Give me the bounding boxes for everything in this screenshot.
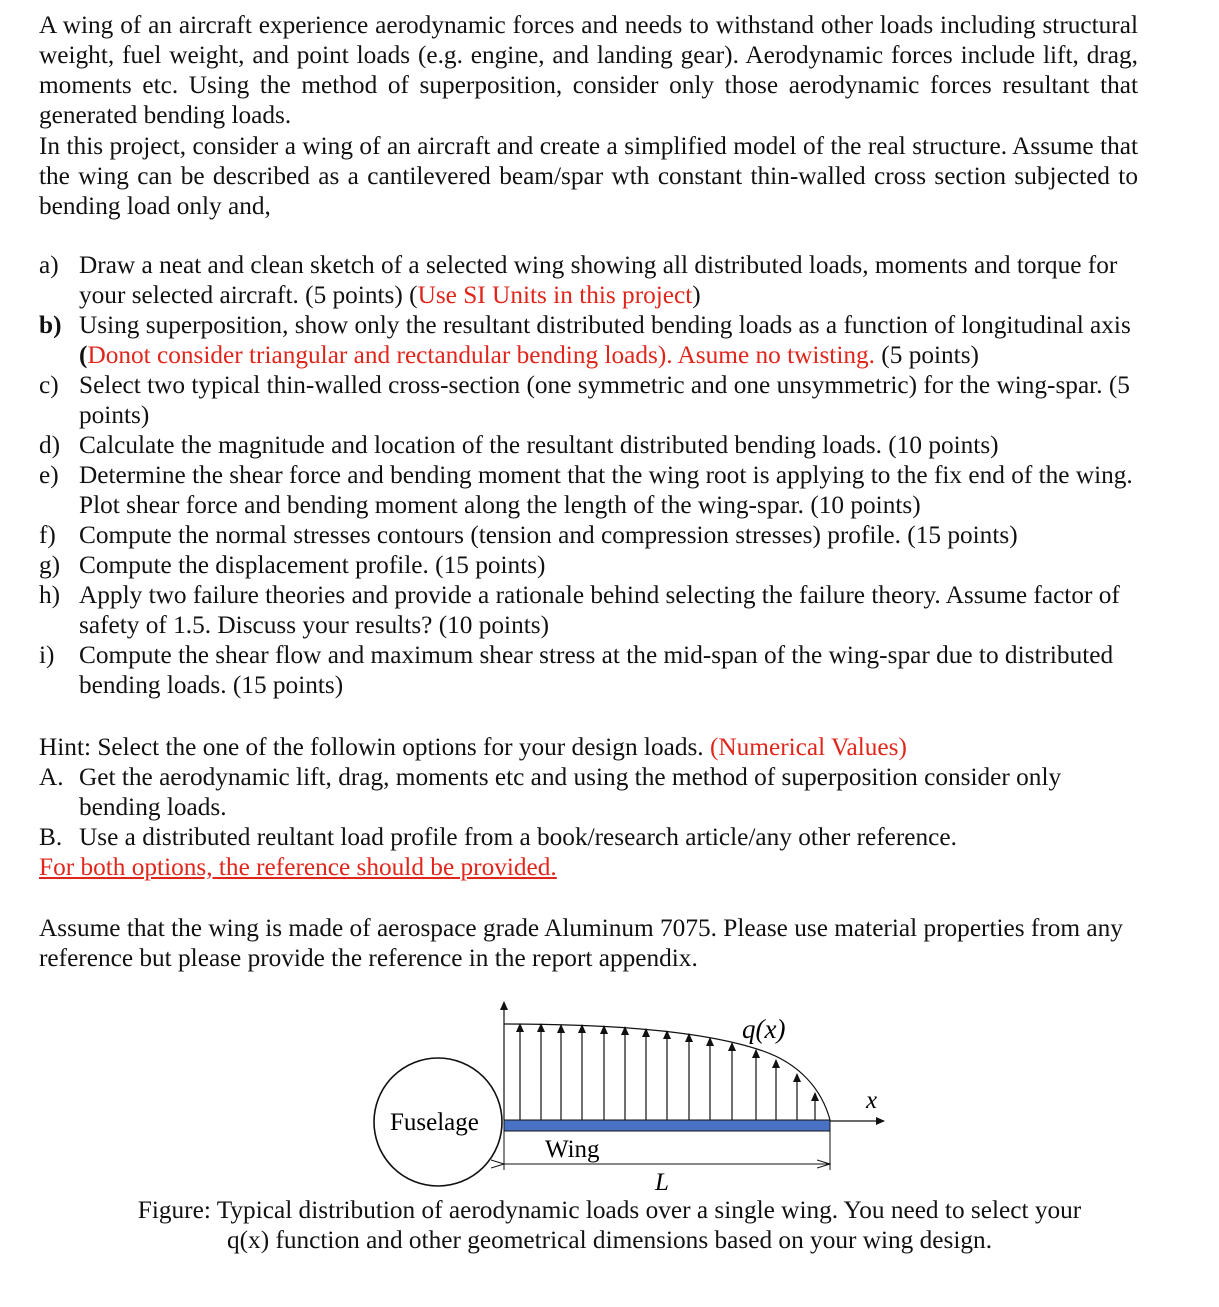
x-axis-label: x: [866, 1087, 878, 1114]
item-label: c): [39, 371, 59, 399]
fuselage-label: Fuselage: [390, 1109, 479, 1136]
task-item-h: h) Apply two failure theories and provide a rationale behind selecting the failure theory. Assume factor of safety of 1.5. Discuss your results? (10 points): [39, 581, 1120, 639]
task-item-f: f) Compute the normal stresses contours (tension and compression stresses) profile. (15 points): [39, 521, 1018, 549]
load-label: q(x): [742, 1014, 786, 1044]
wing-label: Wing: [545, 1136, 600, 1163]
hint-option-a: A. Get the aerodynamic lift, drag, moments etc and using the method of superposition consider only bending loads.: [39, 763, 1062, 821]
task-item-c: c) Select two typical thin-walled cross-section (one symmetric and one unsymmetric) for the wing-spar. (5 points): [39, 371, 1130, 429]
task-item-a: a) Draw a neat and clean sketch of a selected wing showing all distributed loads, moments and torque for your selected aircraft. (5 points) (Use SI Units in this project): [39, 251, 1118, 309]
item-label: e): [39, 461, 59, 489]
task-item-i: i) Compute the shear flow and maximum shear stress at the mid-span of the wing-spar due to distributed bending loads. (15 points): [39, 641, 1114, 699]
task-item-e: e) Determine the shear force and bending moment that the wing root is applying to the fix end of the wing. Plot shear force and bending moment along the length of the wing-spar. (10 points): [39, 461, 1133, 519]
item-label: b): [39, 311, 62, 339]
item-label: f): [39, 521, 56, 549]
material-paragraph: Assume that the wing is made of aerospace grade Aluminum 7075. Please use material properties from any reference but please provide the reference in the report appendix.: [39, 914, 1123, 972]
figure-caption: Figure: Typical distribution of aerodynamic loads over a single wing. You need to select your q(x) function and other geometrical dimensions based on your wing design.: [137, 1196, 1082, 1254]
item-label: g): [39, 551, 61, 579]
task-list: [39, 250, 1139, 700]
hint-option-b: B. Use a distributed reultant load profile from a book/research article/any other reference.: [39, 823, 957, 851]
task-item-d: d) Calculate the magnitude and location of the resultant distributed bending loads. (10 points): [39, 431, 999, 459]
item-label: a): [39, 251, 59, 279]
item-label: h): [39, 581, 61, 609]
hint-text: Hint: Select the one of the followin options for your design loads. (Numerical Values): [39, 733, 907, 761]
intro-paragraph-1: A wing of an aircraft experience aerodynamic forces and needs to withstand other loads including structural weight, fuel weight, and point loads (e.g. engine, and landing gear). Aerodynamic forces include lift, drag, moments etc. Using the method of superposition, consider only those aerodynamic forces resultant that generated bending loads.: [39, 11, 1138, 129]
length-label: L: [655, 1169, 669, 1190]
item-label: d): [39, 431, 61, 459]
intro-paragraph-2: In this project, consider a wing of an aircraft and create a simplified model of the real structure. Assume that the wing can be described as a cantilevered beam/spar wth constant thin-walled cross section subjected to bending load only and,: [39, 132, 1138, 220]
reference-note: For both options, the reference should be provided.: [39, 853, 557, 881]
hint-section: [39, 732, 1139, 882]
wing-load-figure: [0, 990, 1219, 1190]
task-item-b: b) Using superposition, show only the resultant distributed bending loads as a function of longitudinal axis (Donot consider triangular and rectandular bending loads). Asume no twisting. (5 points): [39, 311, 1131, 369]
item-label: i): [39, 641, 55, 669]
wing-beam: [504, 1120, 830, 1131]
task-item-g: g) Compute the displacement profile. (15 points): [39, 551, 546, 579]
